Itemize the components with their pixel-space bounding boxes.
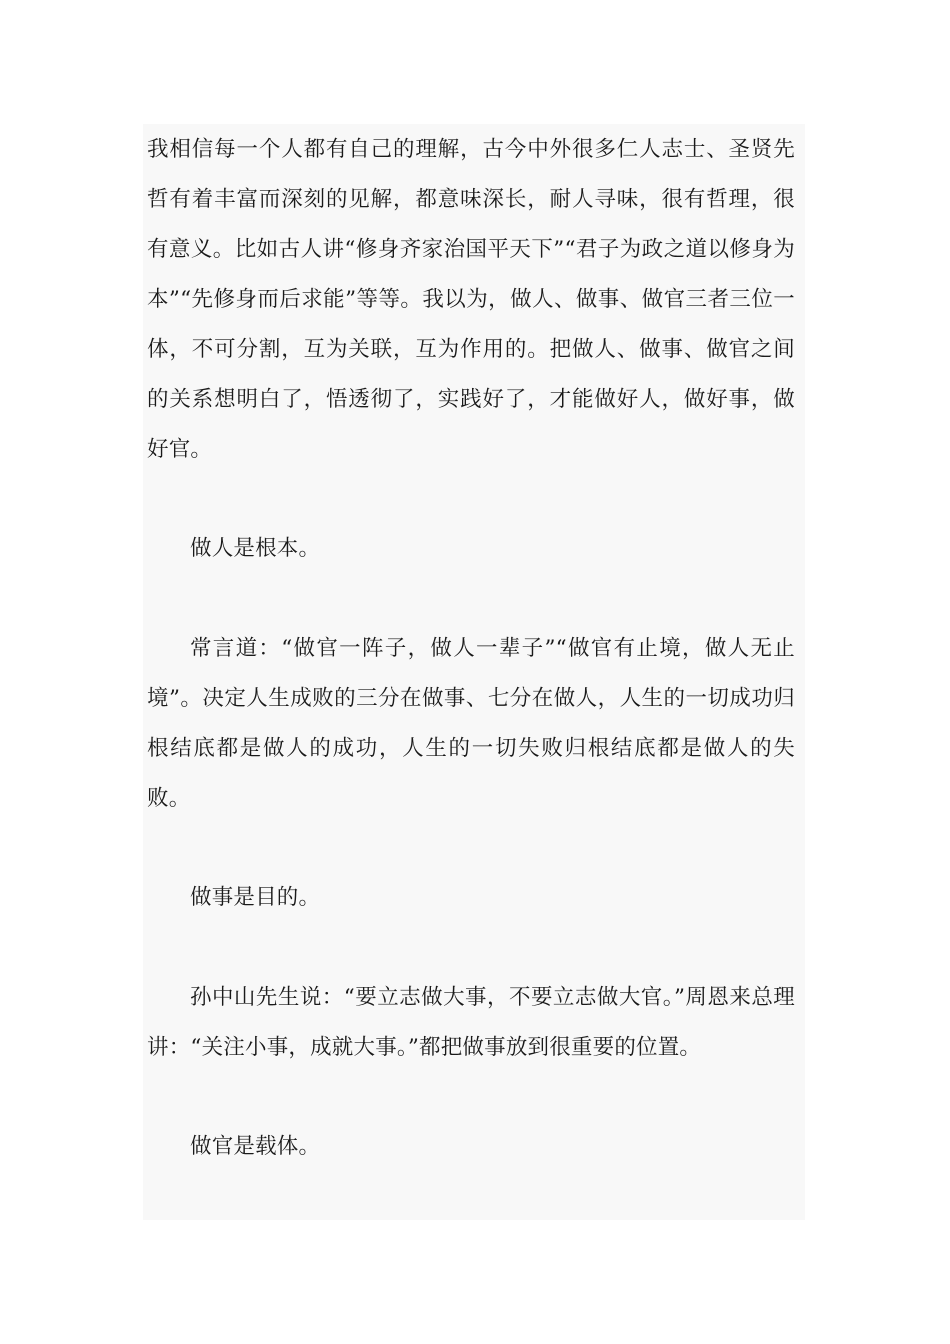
paragraph-doing-things: 孙中山先生说：“要立志做大事，不要立志做大官。”周恩来总理讲：“关注小事，成就大事。”都把做事放到很重要的位置。 (147, 985, 795, 1060)
section-heading-doing-things: 做事是目的。 (190, 885, 321, 910)
section-heading-being-a-person: 做人是根本。 (190, 536, 321, 561)
section-heading-being-an-official: 做官是载体。 (190, 1134, 321, 1159)
paragraph-intro: 我相信每一个人都有自己的理解，古今中外很多仁人志士、圣贤先哲有着丰富而深刻的见解，都意味深长，耐人寻味，很有哲理，很有意义。比如古人讲“修身齐家治国平天下”“君子为政之道以修身为本”“先修身而后求能”等等。我以为，做人、做事、做官三者三位一体，不可分割，互为关联，互为作用的。把做人、做事、做官之间的关系想明白了，悟透彻了，实践好了，才能做好人，做好事，做好官。 (147, 137, 795, 462)
paragraph-being-a-person: 常言道：“做官一阵子，做人一辈子”“做官有止境，做人无止境”。决定人生成败的三分在做事、七分在做人，人生的一切成功归根结底都是做人的成功，人生的一切失败归根结底都是做人的失败。 (147, 636, 795, 811)
